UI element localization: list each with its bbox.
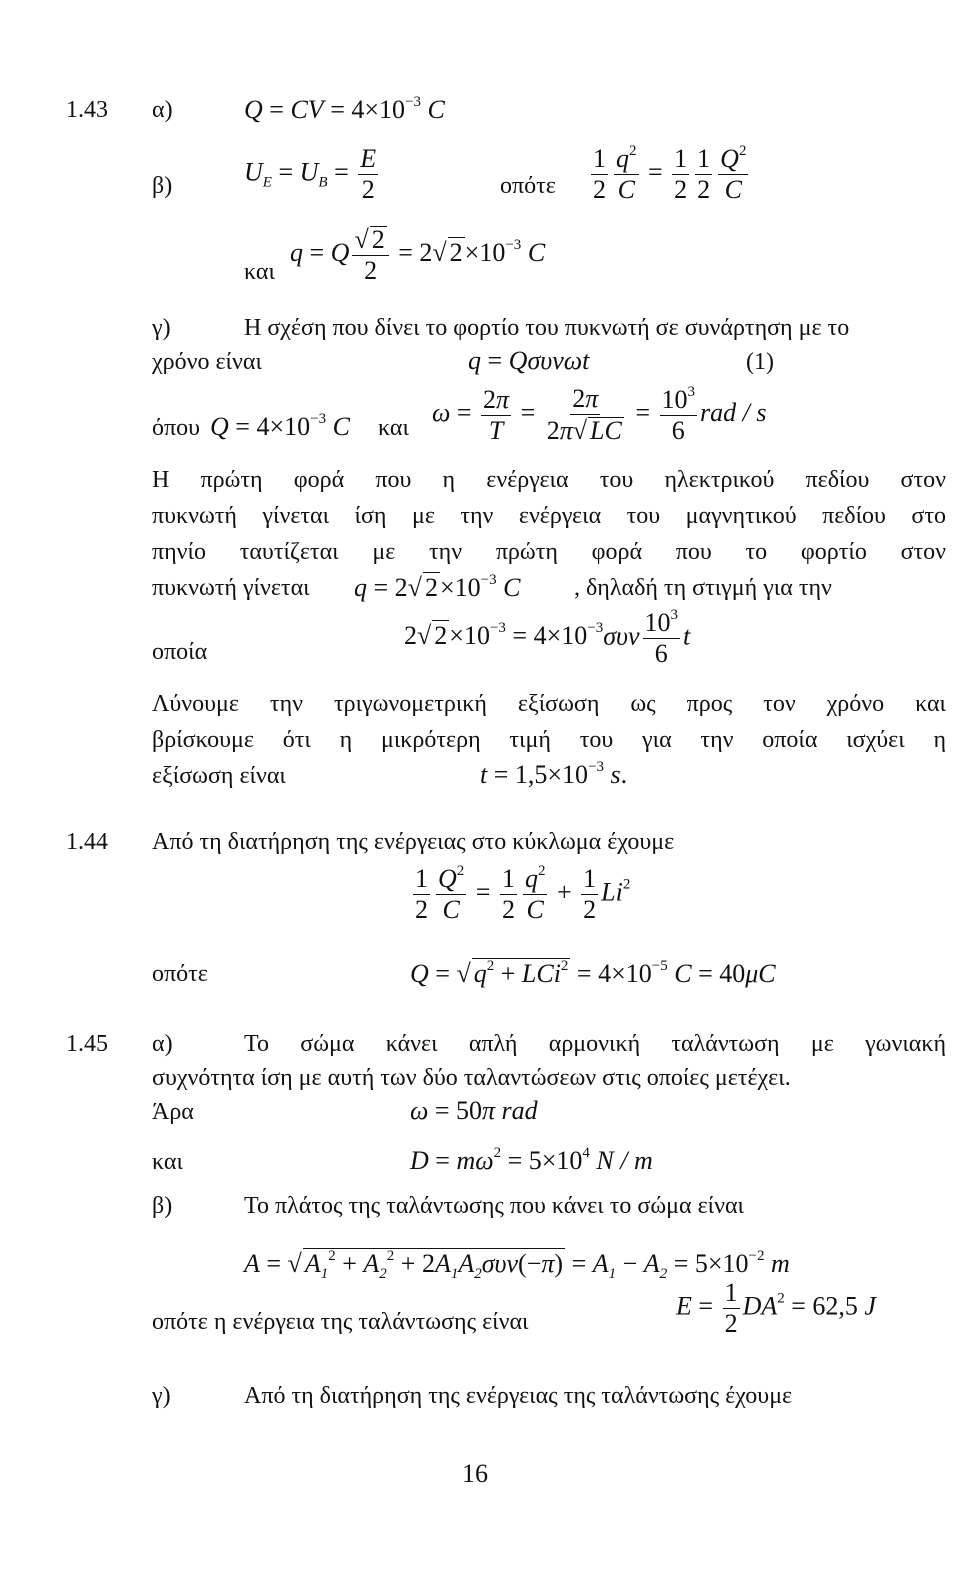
g-text-line: Από τη διατήρηση της ενέργειας της ταλάντωσης έχουμε (244, 1383, 793, 1409)
equation-charge-energy: $\frac{1}{2}$ $\frac{q^2}{C}$ = $\frac{1}{2}$ $\frac{1}{2}$ $\frac{Q^2}{C}$ (593, 143, 747, 204)
ara-label: Άρα (152, 1099, 194, 1125)
page-number: 16 (462, 1459, 488, 1488)
equation-D-value: $D = m\omega^2 = 5\times 10^4$ N / m (410, 1145, 653, 1175)
opou-label: όπου (152, 415, 200, 441)
equation-Q-value: $Q = 4\times 10^{-3}$ C (210, 411, 350, 441)
paragraph2-line1: Λύνουμε την τριγωνομετρική εξίσωση ως προς τον χρόνο και (152, 691, 946, 717)
problem-number-1-43: 1.43 (66, 97, 108, 123)
kai2-label: και (378, 415, 409, 441)
problem-number-1-44: 1.44 (66, 829, 108, 855)
part-g-label-2: γ) (152, 1383, 171, 1409)
paragraph1-line1: Η πρώτη φορά που η ενέργεια του ηλεκτρικού πεδίου στον (152, 467, 946, 493)
equation-amplitude: A = √ $A_1^2 + A_2^2 + 2A_1A_2\sigma\upsilon\nu(-\pi) = A_1 - A_2 = 5\times 10^{-2}$ m (244, 1248, 790, 1282)
part-b-label-2: β) (152, 1193, 173, 1219)
g-text-line1: Η σχέση που δίνει το φορτίο του πυκνωτή σε συνάρτηση με το (244, 315, 850, 341)
equation-q-cv: Q = CV = $4\times 10^{-3}$ C (244, 94, 445, 124)
equation-energy-equal: $U_E = U_B$ = $\frac{E}{2}$ (244, 144, 377, 204)
part-a-label: α) (152, 97, 173, 123)
b-text-line: Το πλάτος της ταλάντωσης που κάνει το σώμα είναι (244, 1193, 744, 1219)
equation-q-first: q = 2√ $2\times 10^{-3}$ C (354, 572, 521, 602)
part-a-label-2: α) (152, 1031, 173, 1057)
equation-omega-value: ω = 50π rad (410, 1096, 538, 1125)
equation-cos-solve: 2√ $2\times 10^{-3} = 4\times 10^{-3}\sigma\upsilon\nu$ $\frac{10^3}{6}$ t (404, 607, 691, 668)
paragraph1-line4-a: πυκνωτή γίνεται (152, 575, 310, 601)
paragraph2-line3: εξίσωση είναι (152, 763, 286, 789)
equation-q-value: q = Q $\frac{√ 2}{2}$ = 2√ $2\times 10^{-3}$ C (290, 225, 546, 285)
energy-text-line: οπότε η ενέργεια της ταλάντωσης είναι (152, 1309, 529, 1335)
equation-1-tag: (1) (746, 349, 774, 375)
a-text-line2: συχνότητα ίση με αυτή των δύο ταλαντώσεων στις οποίες μετέχει. (152, 1065, 791, 1091)
paragraph1-line3: πηνίο ταυτίζεται με την πρώτη φορά που το φορτίο στον (152, 539, 946, 565)
energy-conservation-line: Από τη διατήρηση της ενέργειας στο κύκλωμα έχουμε (152, 829, 675, 855)
equation-energy-conservation: $\frac{1}{2}$ $\frac{Q^2}{C}$ = $\frac{1}{2}$ $\frac{q^2}{C}$ + $\frac{1}{2}$ Li$^2$ (415, 863, 631, 924)
g-text-line2: χρόνο είναι (152, 349, 262, 375)
equation-omega: ω = $\frac{2\pi}{T}$ = $\frac{2\pi}{2\pi√ LC}$ = $\frac{10^3}{6}$ rad / s (432, 383, 767, 445)
equation-t-value: $t = 1,5\times 10^{-3}$ s. (480, 759, 628, 789)
opoia-label: οποία (152, 639, 208, 665)
opote-label: οπότε (500, 173, 556, 199)
kai-label: και (244, 259, 275, 285)
paragraph1-line2: πυκνωτή γίνεται ίση με την ενέργεια του μαγνητικού πεδίου στο (152, 503, 946, 529)
part-b-label: β) (152, 173, 173, 199)
a-text-line1: Το σώμα κάνει απλή αρμονική ταλάντωση με γωνιακή (244, 1031, 946, 1057)
part-g-label: γ) (152, 315, 171, 341)
opote-label-2: οπότε (152, 961, 208, 987)
equation-energy-value: E = $\frac{1}{2}$ $DA^2 = 62,5$ J (676, 1278, 876, 1338)
problem-number-1-45: 1.45 (66, 1031, 108, 1057)
paragraph1-line4-b: , δηλαδή τη στιγμή για την (574, 575, 832, 601)
paragraph2-line2: βρίσκουμε ότι η μικρότερη τιμή του για την οποία ισχύει η (152, 727, 946, 753)
equation-q-cos: q = Qσυνωt (468, 346, 590, 375)
kai-label-2: και (152, 1149, 183, 1175)
equation-Q-result: Q = √ $q^2 + LCi^2 = 4\times 10^{-5}$ C = 40μC (410, 958, 776, 988)
